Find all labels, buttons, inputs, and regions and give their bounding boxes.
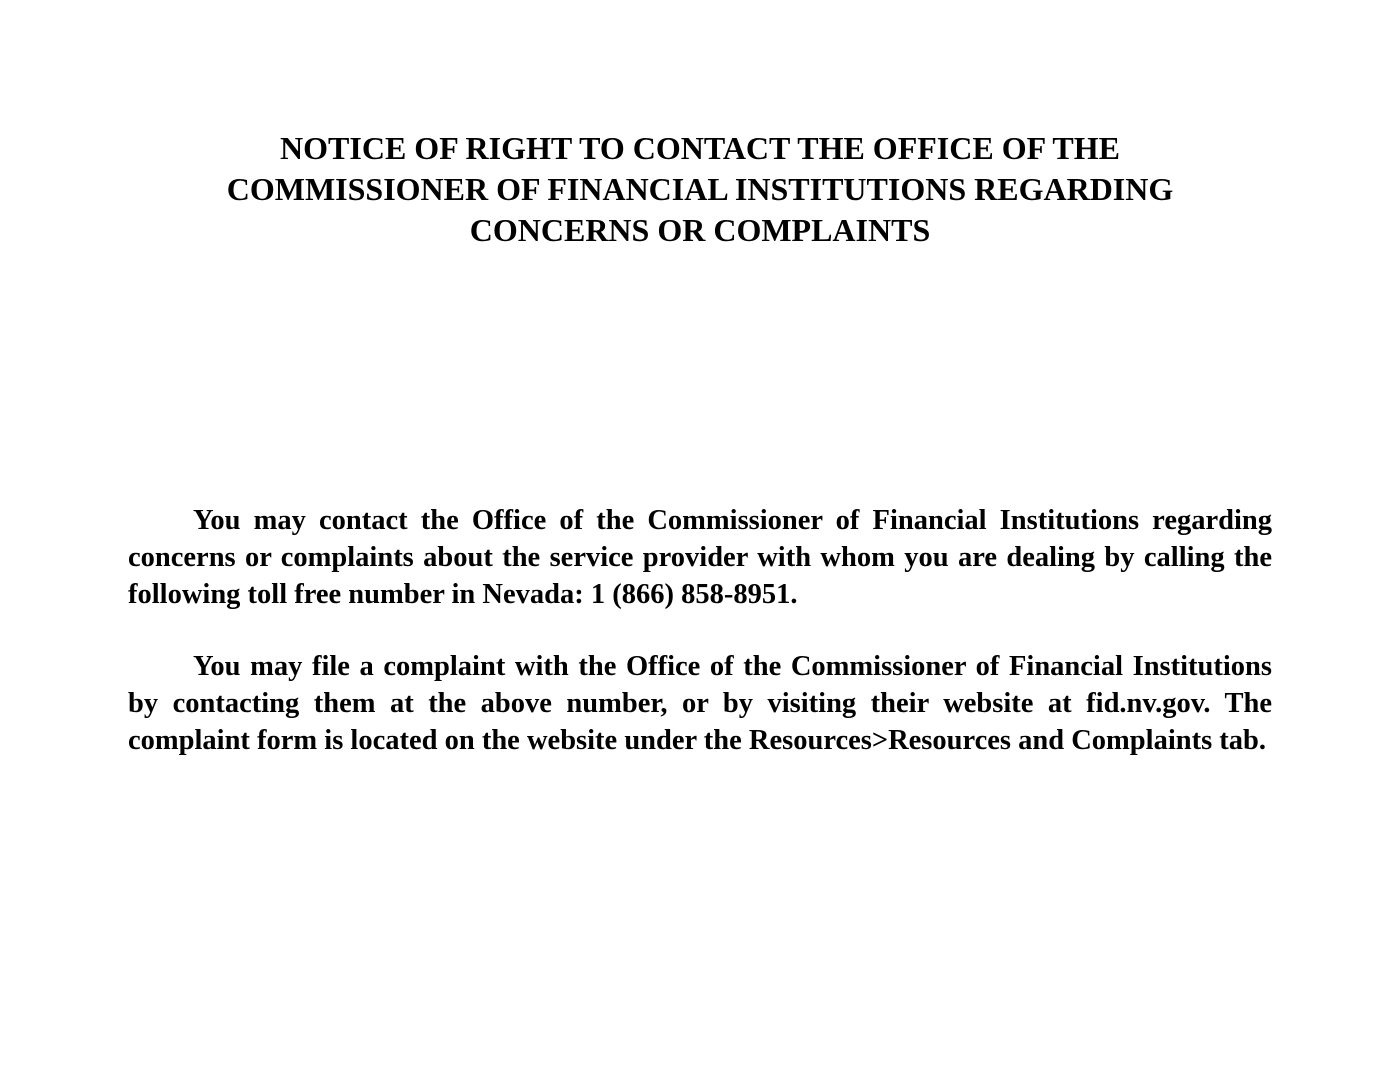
document-title [0,128,1400,251]
paragraph-file-complaint: You may file a complaint with the Office of the Commissioner of Financial Institutions by contacting them at the above number, or by visiting their website at fid.nv.gov. The complaint form is located on the website under the Resources>Resources and Complaints tab. [128,651,1272,756]
title-line-1: NOTICE OF RIGHT TO CONTACT THE OFFICE OF THE [280,130,1120,166]
title-line-3: CONCERNS OR COMPLAINTS [469,212,931,248]
title-line-2: COMMISSIONER OF FINANCIAL INSTITUTIONS REGARDING [226,171,1174,207]
paragraph-contact-phone: You may contact the Office of the Commissioner of Financial Institutions regarding concerns or complaints about the service provider with whom you are dealing by calling the following toll free number in Nevada: 1 (866) 858-8951. [128,505,1272,610]
